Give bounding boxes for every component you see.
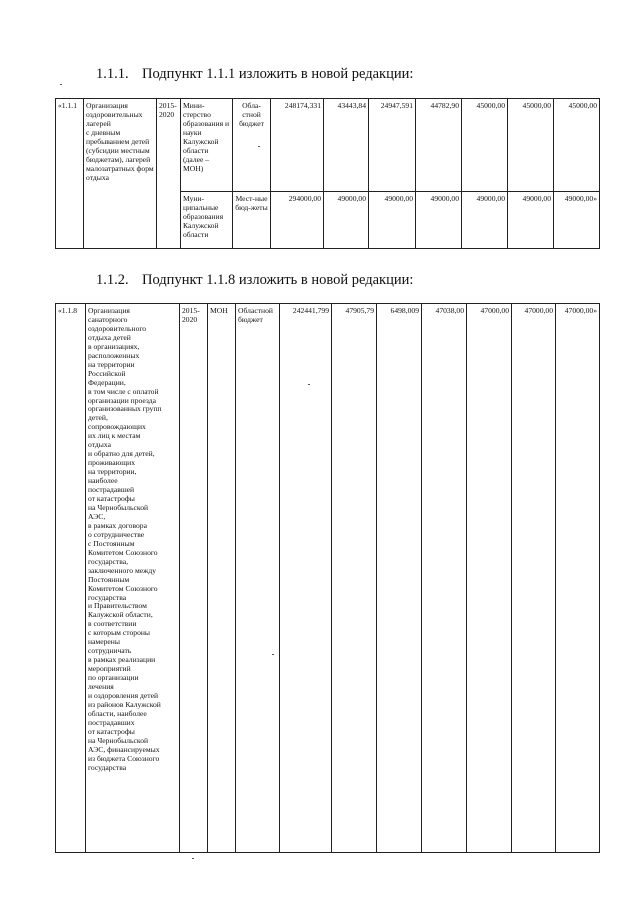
table-row [56, 99, 600, 192]
year-value-cell: 47038,00 [422, 304, 467, 853]
table-subitem-1-1-1 [55, 98, 600, 249]
year-value-cell: 47905,79 [332, 304, 377, 853]
year-value-cell: 49000,00» [554, 192, 600, 249]
item-name: Организация санаторного оздоровительного отдыха детей в организациях, расположенных на территории Российской Федерации, в том числе с оплатой организации проезда организованных групп детей, сопровождающих их лиц к местам отдыха и обратно для детей, проживающих на территории, наиболее пострадавшей от катастрофы на Чернобыльской АЭС, в рамках договора о сотрудничестве с Постоянным Комитетом Союзного государства, заключенного между Постоянным Комитетом Союзного государства и Правительством Калужской области, в соответствии с которым стороны намерены сотрудничать в рамках реализации мероприятий по организации лечения и оздоровления детей из районов Калужской области, наиболее пострадавших от катастрофы на Чернобыльской АЭС, финансируемых из бюджета Союзного государства [86, 304, 180, 853]
year-value-cell: 49000,00 [369, 192, 416, 249]
year-value-cell: 49000,00 [462, 192, 508, 249]
table-subitem-1-1-8 [55, 303, 600, 853]
item-code: «1.1.8 [56, 304, 86, 853]
year-value-cell: 24947,591 [369, 99, 416, 192]
item-period: 2015-2020 [157, 99, 181, 249]
executor-cell: Мини-стерство образования и науки Калужской области (далее – МОН) [181, 99, 233, 192]
total-cell: 294000,00 [271, 192, 324, 249]
item-name: Организация оздоровительных лагерей с дневным пребыванием детей (субсидии местным бюджетам), лагерей малозатратных форм отдыха [84, 99, 157, 249]
year-value-cell: 49000,00 [324, 192, 369, 249]
item-period: 2015-2020 [180, 304, 208, 853]
year-value-cell: 49000,00 [508, 192, 554, 249]
total-cell: 248174,331 [271, 99, 324, 192]
item-code: «1.1.1 [56, 99, 84, 249]
section-title: Подпункт 1.1.8 изложить в новой редакции: [142, 272, 414, 288]
year-value-cell: 6498,009 [377, 304, 422, 853]
executor-cell: Муни-ципальные образования Калужской области [181, 192, 233, 249]
section-number: 1.1.2. [96, 272, 129, 288]
year-value-cell: 45000,00 [508, 99, 554, 192]
year-value-cell: 43443,84 [324, 99, 369, 192]
section-number: 1.1.1. [96, 66, 129, 82]
year-value-cell: 47000,00» [556, 304, 600, 853]
executor-cell: МОН [208, 304, 236, 853]
funding-source-cell: Областной бюджет [236, 304, 280, 853]
year-value-cell: 45000,00 [462, 99, 508, 192]
section-title: Подпункт 1.1.1 изложить в новой редакции: [142, 66, 414, 82]
table-row [56, 304, 600, 853]
year-value-cell: 44782,90 [416, 99, 462, 192]
funding-source-cell: Мест-ные бюд-жеты [233, 192, 271, 249]
year-value-cell: 47000,00 [467, 304, 512, 853]
section-heading-2 [96, 272, 413, 289]
year-value-cell: 49000,00 [416, 192, 462, 249]
scan-speck [308, 384, 310, 385]
funding-source-cell: Обла-стной бюджет [233, 99, 271, 192]
scan-speck [192, 858, 194, 859]
total-cell: 242441,799 [280, 304, 332, 853]
year-value-cell: 45000,00 [554, 99, 600, 192]
year-value-cell: 47000,00 [512, 304, 556, 853]
scan-speck [60, 84, 62, 85]
scan-speck [272, 654, 274, 655]
scan-speck [258, 146, 260, 147]
section-heading-1 [96, 66, 413, 83]
